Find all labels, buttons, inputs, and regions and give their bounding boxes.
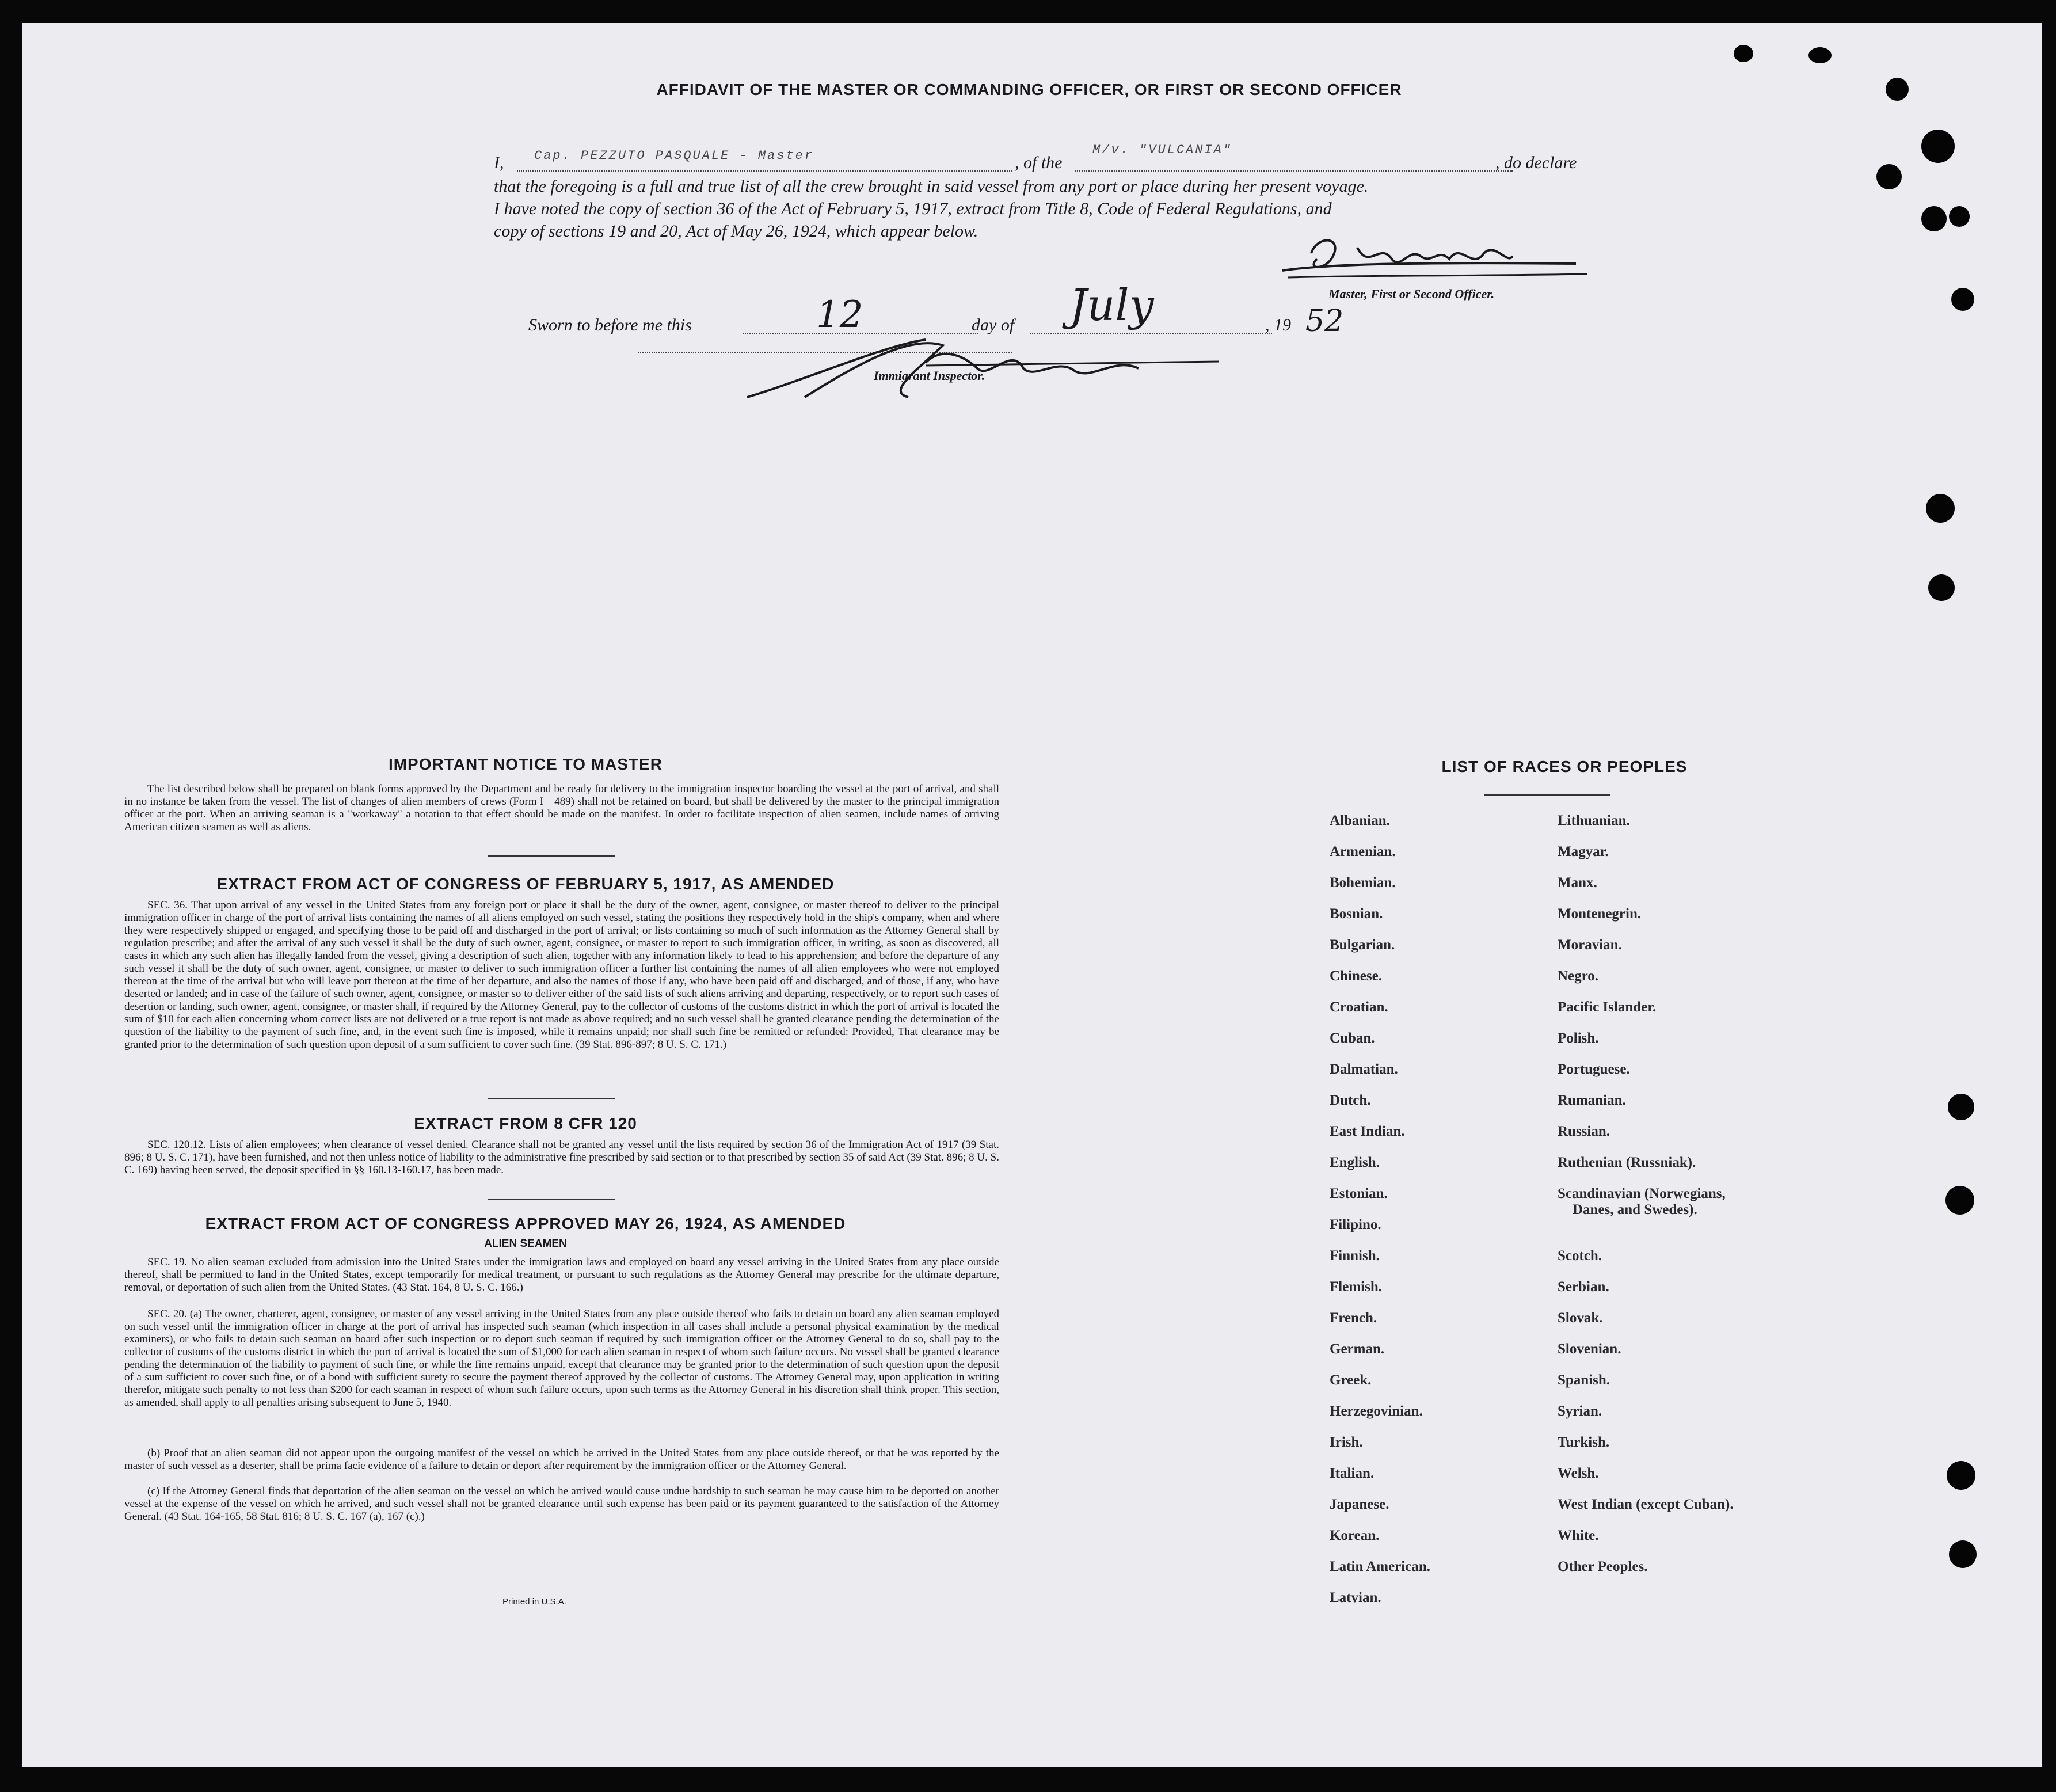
race-item: Rumanian. xyxy=(1558,1093,1626,1108)
prefix-i: I, xyxy=(494,153,504,172)
race-item: Welsh. xyxy=(1558,1466,1599,1481)
punch-hole xyxy=(1926,494,1955,523)
sworn-month: July xyxy=(1069,279,1154,330)
inspector-caption: Immigrant Inspector. xyxy=(874,368,985,383)
race-item: Dalmatian. xyxy=(1330,1061,1398,1077)
declaration-line-3: I have noted the copy of section 36 of the Act of February 5, 1917, extract from Title 8, Code of Federal Regulations, and xyxy=(494,199,1332,218)
races-right-column xyxy=(1558,813,1734,1590)
race-item: Armenian. xyxy=(1330,844,1396,859)
punch-hole xyxy=(1734,45,1753,62)
sworn-day: 12 xyxy=(816,294,863,336)
race-item: Croatian. xyxy=(1330,999,1388,1015)
declaration-line-4: copy of sections 19 and 20, Act of May 26, 1924, which appear below. xyxy=(494,222,978,241)
master-signature xyxy=(1277,230,1599,288)
race-item: German. xyxy=(1330,1341,1385,1357)
race-item: Bosnian. xyxy=(1330,906,1383,922)
punch-hole xyxy=(1886,78,1909,101)
name-underline xyxy=(517,170,1012,172)
year-prefix: , 19 xyxy=(1265,315,1291,334)
extract-1924-title: EXTRACT FROM ACT OF CONGRESS APPROVED MAY 26, 1924, AS AMENDED xyxy=(205,1215,846,1232)
extract-cfr-body: SEC. 120.12. Lists of alien employees; when clearance of vessel denied. Clearance shall not be granted any vessel until the lists required by section 36 of the Immigration Act of 1917 (39 Stat. 896; 8 U. S. C. 171), have been furnished, and not then unless notice of liability to the administrative fine prescribed by said section or to that prescribed by section 35 of said Act (39 Stat. 896; 8 U. S. C. 169) having been served, the deposit specified in §§ 160.13-160.17, has been made. xyxy=(124,1139,999,1176)
document-page xyxy=(22,23,2042,1767)
race-item: Dutch. xyxy=(1330,1093,1371,1108)
divider xyxy=(488,1199,615,1200)
race-item: English. xyxy=(1330,1155,1380,1170)
race-item: Latvian. xyxy=(1330,1590,1381,1605)
race-item: Cuban. xyxy=(1330,1030,1375,1046)
race-item: Montenegrin. xyxy=(1558,906,1642,922)
race-item: Italian. xyxy=(1330,1466,1375,1481)
punch-hole xyxy=(1949,206,1970,227)
sec20b-body: (b) Proof that an alien seaman did not appear upon the outgoing manifest of the vessel on which he arrived in the United States from any place outside thereof, or that he was reported by the master of such vessel as a deserter, shall be prima facie evidence of a failure to detain or deport after requirement by the immigration officer or the Attorney General. xyxy=(124,1447,999,1472)
race-item: Greek. xyxy=(1330,1372,1372,1388)
alien-seamen-subtitle: ALIEN SEAMEN xyxy=(484,1238,567,1250)
of-the-text: , of the xyxy=(1015,153,1063,172)
race-item: Finnish. xyxy=(1330,1248,1380,1264)
punch-hole xyxy=(1921,206,1947,231)
race-item: Other Peoples. xyxy=(1558,1559,1648,1574)
divider xyxy=(1484,794,1610,796)
race-item: French. xyxy=(1330,1310,1377,1326)
race-item: Filipino. xyxy=(1330,1217,1381,1232)
extract-1917-body: SEC. 36. That upon arrival of any vessel in the United States from any foreign port or place it shall be the duty of the owner, agent, consignee, or master thereof to deliver to the principal immigration officer in charge of the port of arrival lists containing the names of all aliens employed on such vessel, stating the positions they respectively hold in the ship's company, when and where they were respectively shipped or engaged, and specifying those to be paid off and discharged in the port of arrival; or lists containing so much of such information as the Attorney General shall by regulation prescribe; and after the arrival of any such vessel it shall be the duty of such owner, agent, consignee, or master to report to such immigration officer, in writing, as soon as discovered, all cases in which any such alien has illegally landed from the vessel, giving a description of such alien, together with any information likely to lead to his apprehension; and before the departure of any such vessel it shall be the duty of such owner, agent, consignee, or master to deliver to such immigration officer a further list containing the names of all alien employees who were not employed thereon at the time of the arrival but who will leave port thereon at the time of her departure, and also the names of those if any, who have been paid off and discharged, and of those, if any, who have deserted or landed; and in case of the failure of such owner, agent, consignee, or master so to deliver either of the said lists of such aliens arriving and departing, respectively, or to report such cases of desertion or landing, such owner, agent, consignee, or master shall, if required by the Attorney General, pay to the collector of customs of the customs district in which the port of arrival is located the sum of $10 for each alien concerning whom correct lists are not delivered or a true report is not made as above required; and no such vessel shall be granted clearance pending the determination of the question of the liability to the payment of such fine, and, in the event such fine is imposed, while it remains unpaid; nor shall such fine be remitted or refunded: Provided, That clearance may be granted prior to the determination of such question upon deposit of a sum sufficient to cover such fine. (39 Stat. 896-897; 8 U. S. C. 171.) xyxy=(124,899,999,1051)
race-item: West Indian (except Cuban). xyxy=(1558,1497,1734,1512)
sec20c-body: (c) If the Attorney General finds that deportation of the alien seaman on the vessel on which he arrived would cause undue hardship to such seaman he may cause him to be deported on another vessel at the expense of the vessel on which he arrived, and such vessel shall not be granted clearance until such expense has been paid or its payment guaranteed to the satisfaction of the Attorney General. (43 Stat. 164-165, 58 Stat. 816; 8 U. S. C. 167 (a), 167 (c).) xyxy=(124,1485,999,1523)
race-item: Irish. xyxy=(1330,1435,1363,1450)
divider xyxy=(488,1098,615,1099)
vessel-underline xyxy=(1075,170,1513,172)
punch-hole xyxy=(1945,1186,1974,1215)
master-name: Cap. PEZZUTO PASQUALE - Master xyxy=(534,149,814,163)
races-title: LIST OF RACES OR PEOPLES xyxy=(1441,758,1688,775)
race-item: Japanese. xyxy=(1330,1497,1389,1512)
race-item: Albanian. xyxy=(1330,813,1390,828)
sec19-body: SEC. 19. No alien seaman excluded from admission into the United States under the immigration laws and employed on board any vessel arriving in the United States from any place outside thereof, shall be permitted to land in the United States, except temporarily for medical treatment, or pursuant to such regulations as the Attorney General may prescribe for the ultimate departure, removal, or deportation of such alien from the United States. (43 Stat. 164, 8 U. S. C. 166.) xyxy=(124,1256,999,1293)
race-item: Herzegovinian. xyxy=(1330,1403,1423,1419)
punch-hole xyxy=(1928,574,1955,601)
race-item: Polish. xyxy=(1558,1030,1599,1046)
race-item: Pacific Islander. xyxy=(1558,999,1657,1015)
extract-cfr-title: EXTRACT FROM 8 CFR 120 xyxy=(414,1114,637,1132)
sworn-year: 52 xyxy=(1305,304,1344,338)
races-left-column xyxy=(1330,813,1430,1621)
race-item: Scotch. xyxy=(1558,1248,1602,1264)
race-item: Portuguese. xyxy=(1558,1061,1630,1077)
master-caption: Master, First or Second Officer. xyxy=(1328,287,1495,301)
race-item: Spanish. xyxy=(1558,1372,1610,1388)
punch-hole xyxy=(1947,1461,1975,1490)
race-item: Latin American. xyxy=(1330,1559,1430,1574)
notice-body: The list described below shall be prepared on blank forms approved by the Department and be ready for delivery to the immigration inspector boarding the vessel at the port of arrival, and shall in no instance be taken from the vessel. The list of changes of alien members of crews (Form I—489) shall not be retained on board, but shall be delivered by the master to the principal immigration officer at the port. When an arriving seaman is a "workaway" a notation to that effect should be made on the manifest. In order to facilitate inspection of alien seamen, include names of arriving American citizen seamen as well as aliens. xyxy=(124,783,999,833)
race-item: Danes, and Swedes). xyxy=(1573,1202,1697,1218)
race-item: Russian. xyxy=(1558,1124,1610,1139)
punch-hole xyxy=(1808,47,1832,63)
punch-hole xyxy=(1876,164,1902,189)
race-item: Korean. xyxy=(1330,1528,1380,1543)
punch-hole xyxy=(1921,130,1955,163)
race-item: Turkish. xyxy=(1558,1435,1610,1450)
day-of-text: day of xyxy=(972,315,1015,334)
race-item: Bohemian. xyxy=(1330,875,1396,891)
printed-in-usa: Printed in U.S.A. xyxy=(502,1597,566,1607)
race-item: Syrian. xyxy=(1558,1403,1602,1419)
extract-1917-title: EXTRACT FROM ACT OF CONGRESS OF FEBRUARY 5, 1917, AS AMENDED xyxy=(216,875,835,893)
declaration-line-2: that the foregoing is a full and true list of all the crew brought in said vessel from any port or place during her present voyage. xyxy=(494,177,1369,196)
race-item: White. xyxy=(1558,1528,1599,1543)
punch-hole xyxy=(1948,1094,1974,1120)
vessel-name: M/v. "VULCANIA" xyxy=(1092,143,1233,157)
race-item: Lithuanian. xyxy=(1558,813,1630,828)
sec20a-body: SEC. 20. (a) The owner, charterer, agent, consignee, or master of any vessel arriving in the United States from any place outside thereof who fails to detain on board any alien seaman employed on such vessel until the immigration officer in charge at the port of arrival has inspected such seaman (which inspection in all cases shall include a personal physical examination by the medical examiners), or who fails to detain such seaman on board after such inspection or to deport such seaman if required by such immigration officer or the Attorney General to do so, shall pay to the collector of customs of the customs district in which the port of arrival is located the sum of $1,000 for each alien seaman in respect of whom such failure occurs. No vessel shall be granted clearance pending the determination of the liability to payment of such fine, or while the fine remains unpaid, except that clearance may be granted prior to the determination of such question upon the deposit of a sum sufficient to cover such fine, or of a bond with sufficient surety to secure the payment thereof approved by the collector of customs. The Attorney General may, upon application in writing therefor, mitigate such penalty to not less than $200 for each seaman in respect of whom such failure occurs, upon such terms as the Attorney General in his discretion shall think proper. This section, as amended, shall apply to all penalties arising subsequent to June 5, 1940. xyxy=(124,1308,999,1409)
race-item: Flemish. xyxy=(1330,1279,1382,1295)
race-item: East Indian. xyxy=(1330,1124,1405,1139)
declaration-line-1 xyxy=(494,143,1605,176)
race-item: Serbian. xyxy=(1558,1279,1609,1295)
race-item: Manx. xyxy=(1558,875,1597,891)
race-item: Magyar. xyxy=(1558,844,1609,859)
race-item: Ruthenian (Russniak). xyxy=(1558,1155,1696,1170)
race-item: Slovak. xyxy=(1558,1310,1603,1326)
race-item: Slovenian. xyxy=(1558,1341,1621,1357)
affidavit-title: AFFIDAVIT OF THE MASTER OR COMMANDING OFFICER, OR FIRST OR SECOND OFFICER xyxy=(656,81,1402,98)
race-item: Bulgarian. xyxy=(1330,937,1395,953)
race-item: Estonian. xyxy=(1330,1186,1388,1201)
race-item: Moravian. xyxy=(1558,937,1622,953)
race-item: Scandinavian (Norwegians, xyxy=(1558,1186,1726,1201)
notice-title: IMPORTANT NOTICE TO MASTER xyxy=(388,755,663,773)
race-item: Negro. xyxy=(1558,968,1599,984)
divider xyxy=(488,855,615,857)
sworn-text: Sworn to before me this xyxy=(528,315,692,334)
punch-hole xyxy=(1949,1540,1977,1568)
punch-hole xyxy=(1951,288,1974,311)
race-item: Chinese. xyxy=(1330,968,1382,984)
do-declare-text: , do declare xyxy=(1495,153,1577,172)
